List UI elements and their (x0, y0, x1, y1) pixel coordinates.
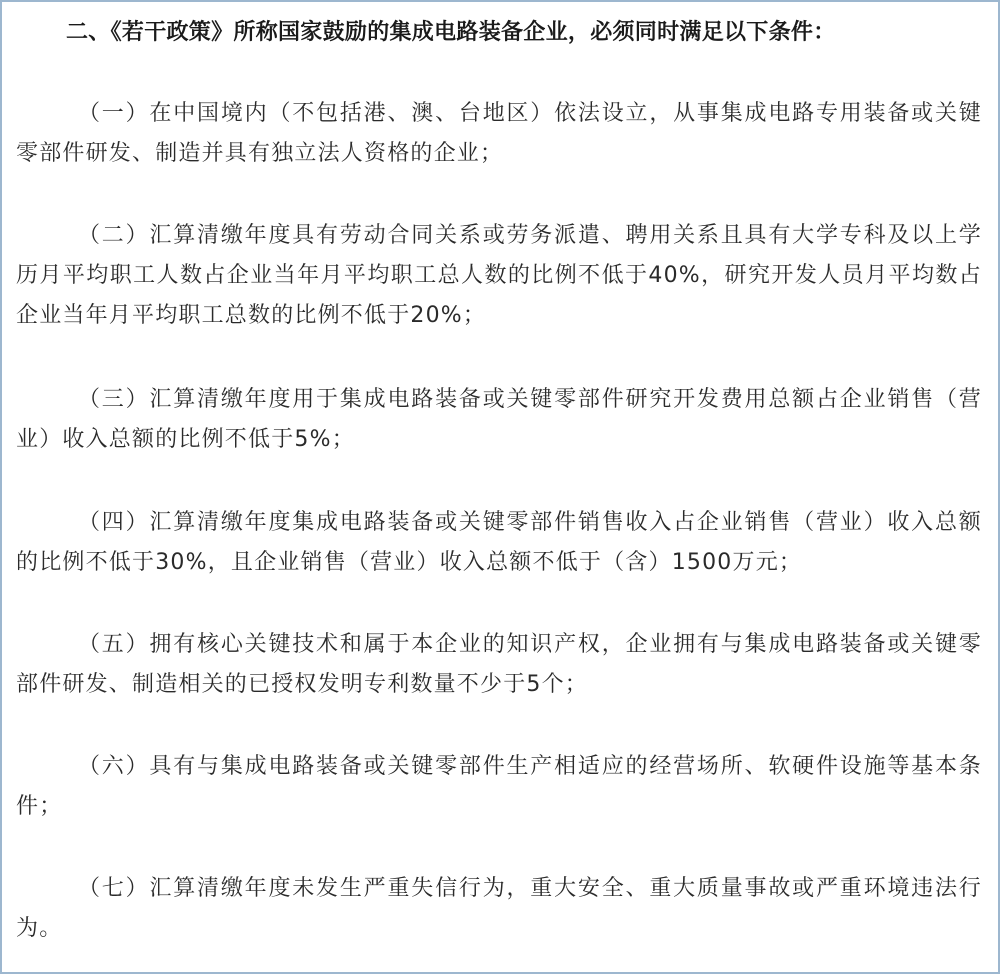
condition-item-6: （六）具有与集成电路装备或关键零部件生产相适应的经营场所、软硬件设施等基本条件； (16, 754, 982, 819)
condition-item-7: （七）汇算清缴年度未发生严重失信行为，重大安全、重大质量事故或严重环境违法行为。 (16, 876, 982, 941)
condition-item-5: （五）拥有核心关键技术和属于本企业的知识产权，企业拥有与集成电路装备或关键零部件研发、制造相关的已授权发明专利数量不少于5个； (16, 632, 982, 697)
condition-item-2: （二）汇算清缴年度具有劳动合同关系或劳务派遣、聘用关系且具有大学专科及以上学历月平均职工人数占企业当年月平均职工总人数的比例不低于40%，研究开发人员月平均数占企业当年月平均职工总数的比例不低于20%； (16, 223, 982, 328)
condition-item-1: （一）在中国境内（不包括港、澳、台地区）依法设立，从事集成电路专用装备或关键零部件研发、制造并具有独立法人资格的企业； (16, 101, 982, 166)
condition-item-3: （三）汇算清缴年度用于集成电路装备或关键零部件研究开发费用总额占企业销售（营业）收入总额的比例不低于5%； (16, 387, 982, 452)
condition-item-4: （四）汇算清缴年度集成电路装备或关键零部件销售收入占企业销售（营业）收入总额的比例不低于30%，且企业销售（营业）收入总额不低于（含）1500万元； (16, 510, 982, 575)
section-heading: 二、《若干政策》所称国家鼓励的集成电路装备企业，必须同时满足以下条件： (66, 20, 836, 45)
